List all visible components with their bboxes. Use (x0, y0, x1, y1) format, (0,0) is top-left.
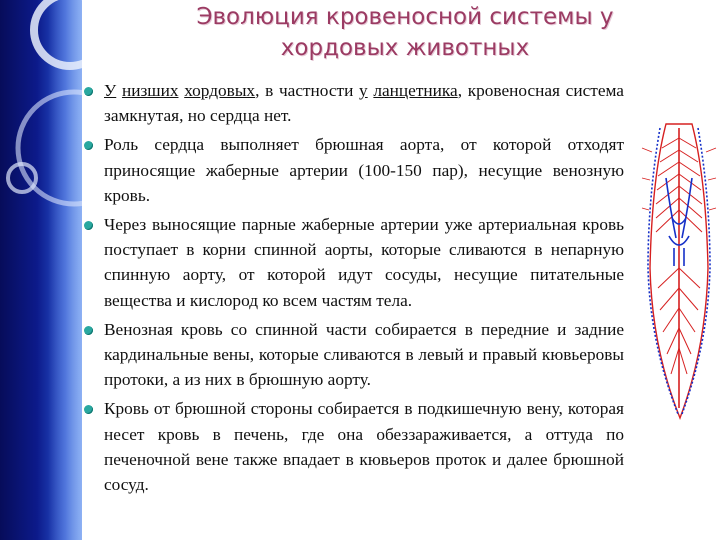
decorative-left-band (0, 0, 82, 540)
bullet-text: Роль сердца выполняет брюшная аорта, от которой отходят приносящие жаберные артерии (100-150 пар), несущие венозную кровь. (104, 135, 624, 205)
underlined-word: низших (121, 81, 179, 100)
bullet-item (78, 132, 624, 208)
bullet-icon (84, 87, 93, 96)
slide-title: Эволюция кровеносной системы у хордовых животных (196, 4, 614, 61)
decorative-circles (0, 0, 82, 540)
underlined-word: у (359, 81, 368, 100)
bullet-item (78, 78, 624, 128)
bullet-icon (84, 221, 93, 230)
underlined-word: хордовых (184, 81, 256, 100)
underlined-word: У (104, 81, 117, 100)
vein-left (648, 128, 678, 414)
bullet-item (78, 396, 624, 497)
bullet-icon (84, 405, 93, 414)
bullet-list (78, 78, 624, 501)
bullet-text: , кровеносная система замкнутая, но сердца нет. (104, 81, 624, 126)
bullet-text: Кровь от брюшной стороны собирается в подкишечную вену, которая несет кровь в печень, где она обеззараживается, а оттуда по печеночной вене также впадает в кювьеров проток и далее брюшной сосуд. (104, 399, 624, 495)
bullet-text: Венозная кровь со спинной части собирается в передние и задние кардинальные вены, которые сливаются в левый и правый кювьеровы протоки, а из них в брюшную аорту. (104, 319, 624, 390)
underlined-word: ланцетника (373, 81, 458, 100)
bullet-item (78, 317, 624, 393)
bullet-item (78, 212, 624, 313)
bullet-text: Через выносящие парные жаберные артерии уже артериальная кровь поступает в корни спинной аорты, которые сливаются в непарную спинную аорту, от которой идут сосуды, несущие питательные вещества и кислород ко всем частям тела. (104, 215, 624, 310)
bullet-icon (84, 141, 93, 150)
bullet-text: , в частности (255, 81, 354, 100)
lancelet-circulatory-diagram (636, 118, 720, 424)
bullet-icon (84, 326, 93, 335)
